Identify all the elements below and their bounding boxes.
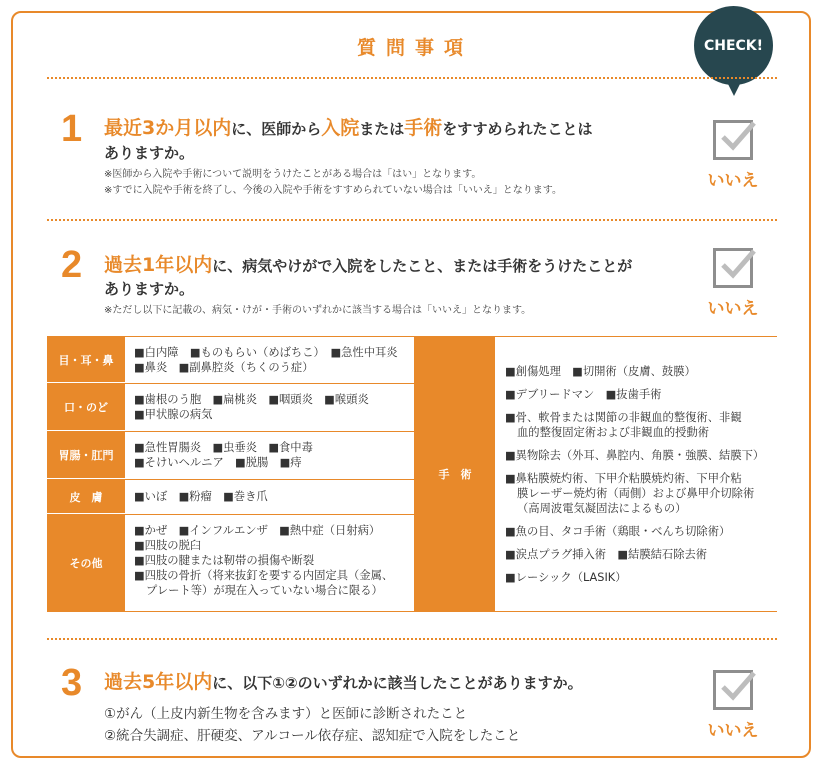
table-row bbox=[47, 336, 415, 384]
question-3-number: 3 bbox=[61, 662, 83, 704]
surgery-list bbox=[495, 336, 777, 612]
category-conditions: ■歯根のう胞 ■扁桃炎 ■咽頭炎 ■喉頭炎 ■甲状腺の病気 bbox=[125, 384, 415, 431]
section-title: 質問事項 bbox=[356, 37, 473, 59]
checkmark-icon bbox=[718, 243, 758, 283]
question-2-text-cont: ありますか。 bbox=[104, 280, 195, 298]
list-item: ■創傷処理 ■切開術（皮膚、鼓膜） bbox=[505, 365, 696, 378]
table-row bbox=[47, 515, 415, 612]
question-1-note: ※医師から入院や手術について説明をうけたことがある場合は「はい」となります。 bbox=[104, 169, 482, 180]
category-conditions: ■いぼ ■粉瘤 ■巻き爪 bbox=[125, 480, 415, 514]
question-3-answer[interactable] bbox=[698, 670, 768, 741]
category-gastro-anal: 胃腸・肛門 bbox=[47, 432, 125, 479]
category-conditions: ■急性胃腸炎 ■虫垂炎 ■食中毒 ■そけいヘルニア ■脱腸 ■痔 bbox=[125, 432, 415, 479]
category-other: その他 bbox=[47, 515, 125, 611]
question-1-answer[interactable] bbox=[698, 120, 768, 191]
list-item: ■異物除去（外耳、鼻腔内、角膜・強膜、結膜下） bbox=[505, 449, 765, 462]
list-item: ■鼻粘膜焼灼術、下甲介粘膜焼灼術、下甲介粘 膜レーザー焼灼術（両側）および鼻甲介切除術 （高周波電気凝固法によるもの） bbox=[505, 472, 755, 515]
answer-label: いいえ bbox=[707, 299, 759, 319]
question-1-note: ※すでに入院や手術を終了し、今後の入院や手術をすすめられていない場合は「いいえ」となります。 bbox=[104, 185, 562, 196]
table-row bbox=[47, 432, 415, 480]
list-item: ■涙点プラグ挿入術 ■結膜結石除去術 bbox=[505, 548, 708, 561]
checkbox[interactable] bbox=[713, 670, 753, 710]
category-mouth-throat: 口・のど bbox=[47, 384, 125, 431]
divider bbox=[47, 219, 777, 221]
category-skin: 皮 膚 bbox=[47, 480, 125, 514]
category-conditions: ■かぜ ■インフルエンザ ■熱中症（日射病） ■四肢の脱臼 ■四肢の腱または靭帯の損傷や断裂 ■四肢の骨折（将来抜釘を要する内固定具（金属、 プレート等）が現在入っていない場合に限る） bbox=[125, 515, 415, 611]
question-1-text: 最近3か月以内に、医師から入院または手術をすすめられたことは bbox=[104, 117, 593, 139]
category-eye-ear-nose: 目・耳・鼻 bbox=[47, 337, 125, 383]
question-3-item: ②統合失調症、肝硬変、アルコール依存症、認知症で入院をしたこと bbox=[104, 728, 521, 744]
list-item: ■魚の目、タコ手術（鶏眼・べんち切除術） bbox=[505, 525, 731, 538]
checkmark-icon bbox=[718, 665, 758, 705]
category-surgery: 手 術 bbox=[415, 336, 495, 612]
question-2-answer[interactable] bbox=[698, 248, 768, 319]
question-2-number: 2 bbox=[61, 244, 83, 286]
list-item: ■デブリードマン ■抜歯手術 bbox=[505, 388, 662, 401]
table-row bbox=[47, 384, 415, 432]
question-1-text-cont: ありますか。 bbox=[104, 144, 195, 162]
category-conditions: ■白内障 ■ものもらい（めばちこ） ■急性中耳炎 ■鼻炎 ■副鼻腔炎（ちくのう症） bbox=[125, 337, 415, 383]
question-2-text: 過去1年以内に、病気やけがで入院をしたこと、または手術をうけたことが bbox=[104, 254, 633, 276]
checkbox[interactable] bbox=[713, 248, 753, 288]
checkmark-icon bbox=[718, 115, 758, 155]
question-3-item: ①がん（上皮内新生物を含みます）と医師に診断されたこと bbox=[104, 706, 468, 722]
answer-label: いいえ bbox=[707, 721, 759, 741]
divider bbox=[47, 638, 777, 640]
list-item: ■骨、軟骨または関節の非観血的整復術、非観 血的整復固定術および非観血的授動術 bbox=[505, 411, 742, 439]
exceptions-table bbox=[47, 336, 415, 612]
check-badge: CHECK! bbox=[694, 6, 773, 85]
table-row bbox=[47, 480, 415, 515]
checkbox[interactable] bbox=[713, 120, 753, 160]
question-1-number: 1 bbox=[61, 108, 83, 150]
list-item: ■レーシック（LASIK） bbox=[505, 571, 627, 584]
question-2-note: ※ただし以下に記載の、病気・けが・手術のいずれかに該当する場合は「いいえ」となります。 bbox=[104, 305, 532, 316]
divider bbox=[47, 77, 777, 79]
answer-label: いいえ bbox=[707, 171, 759, 191]
question-3-text: 過去5年以内に、以下①②のいずれかに該当したことがありますか。 bbox=[104, 671, 583, 693]
